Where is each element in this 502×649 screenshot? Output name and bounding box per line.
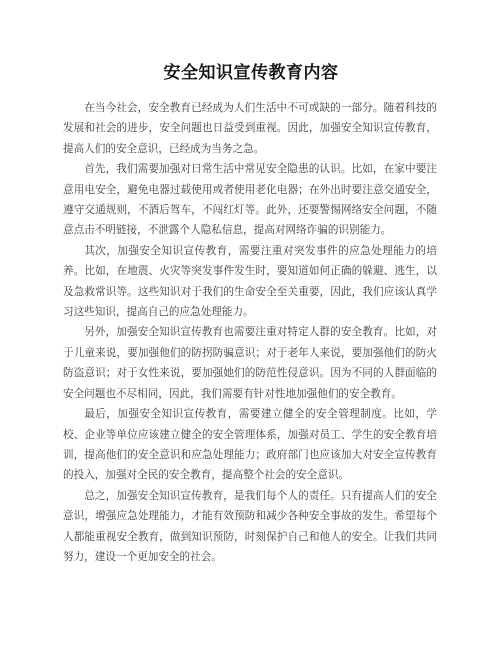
document-body: [63, 98, 437, 567]
paragraph-third: 另外，加强安全知识宣传教育也需要注重对特定人群的安全教育。比如，对于儿童来说，要加强他们的防拐防骗意识；对于老年人来说，要加强他们的防火防盗意识；对于女性来说，要加强她们的防范性侵意识。因为不同的人群面临的安全问题也不尽相同，因此，我们需要有针对性地加强他们的安全教育。: [63, 326, 437, 400]
page-title: 安全知识宣传教育内容: [163, 63, 339, 83]
paragraph-conclusion: 总之，加强安全知识宣传教育，是我们每个人的责任。只有提高人们的安全意识，增强应急处理能力，才能有效预防和减少各种安全事故的发生。希望每个人都能重视安全教育，做到知识预防，时刻保护自己和他人的安全。让我们共同努力，建设一个更加安全的社会。: [63, 489, 437, 563]
paragraph-second: 其次，加强安全知识宣传教育，需要注重对突发事件的应急处理能力的培养。比如，在地震、火灾等突发事件发生时，要知道如何正确的躲避、逃生，以及急救常识等。这些知识对于我们的生命安全至关重要，因此，我们应该认真学习这些知识，提高自己的应急处理能力。: [63, 244, 437, 319]
paragraph-intro: 在当今社会，安全教育已经成为人们生活中不可或缺的一部分。随着科技的发展和社会的进步，安全问题也日益受到重视。因此，加强安全知识宣传教育，提高人们的安全意识，已经成为当务之急。: [63, 102, 437, 155]
paragraph-fourth: 最后，加强安全知识宣传教育，需要建立健全的安全管理制度。比如，学校、企业等单位应该建立健全的安全管理体系，加强对员工、学生的安全教育培训，提高他们的安全意识和应急处理能力；政府部门也应该加大对安全宣传教育的投入，加强对全民的安全教育，提高整个社会的安全意识。: [63, 408, 437, 482]
paragraph-first: 首先，我们需要加强对日常生活中常见安全隐患的认识。比如，在家中要注意用电安全，避免电器过载使用或者使用老化电器；在外出时要注意交通安全，遵守交通规则，不酒后驾车，不闯红灯等。此外，还要警惕网络安全问题，不随意点击不明链接，不泄露个人隐私信息，提高对网络诈骗的识别能力。: [63, 163, 437, 237]
